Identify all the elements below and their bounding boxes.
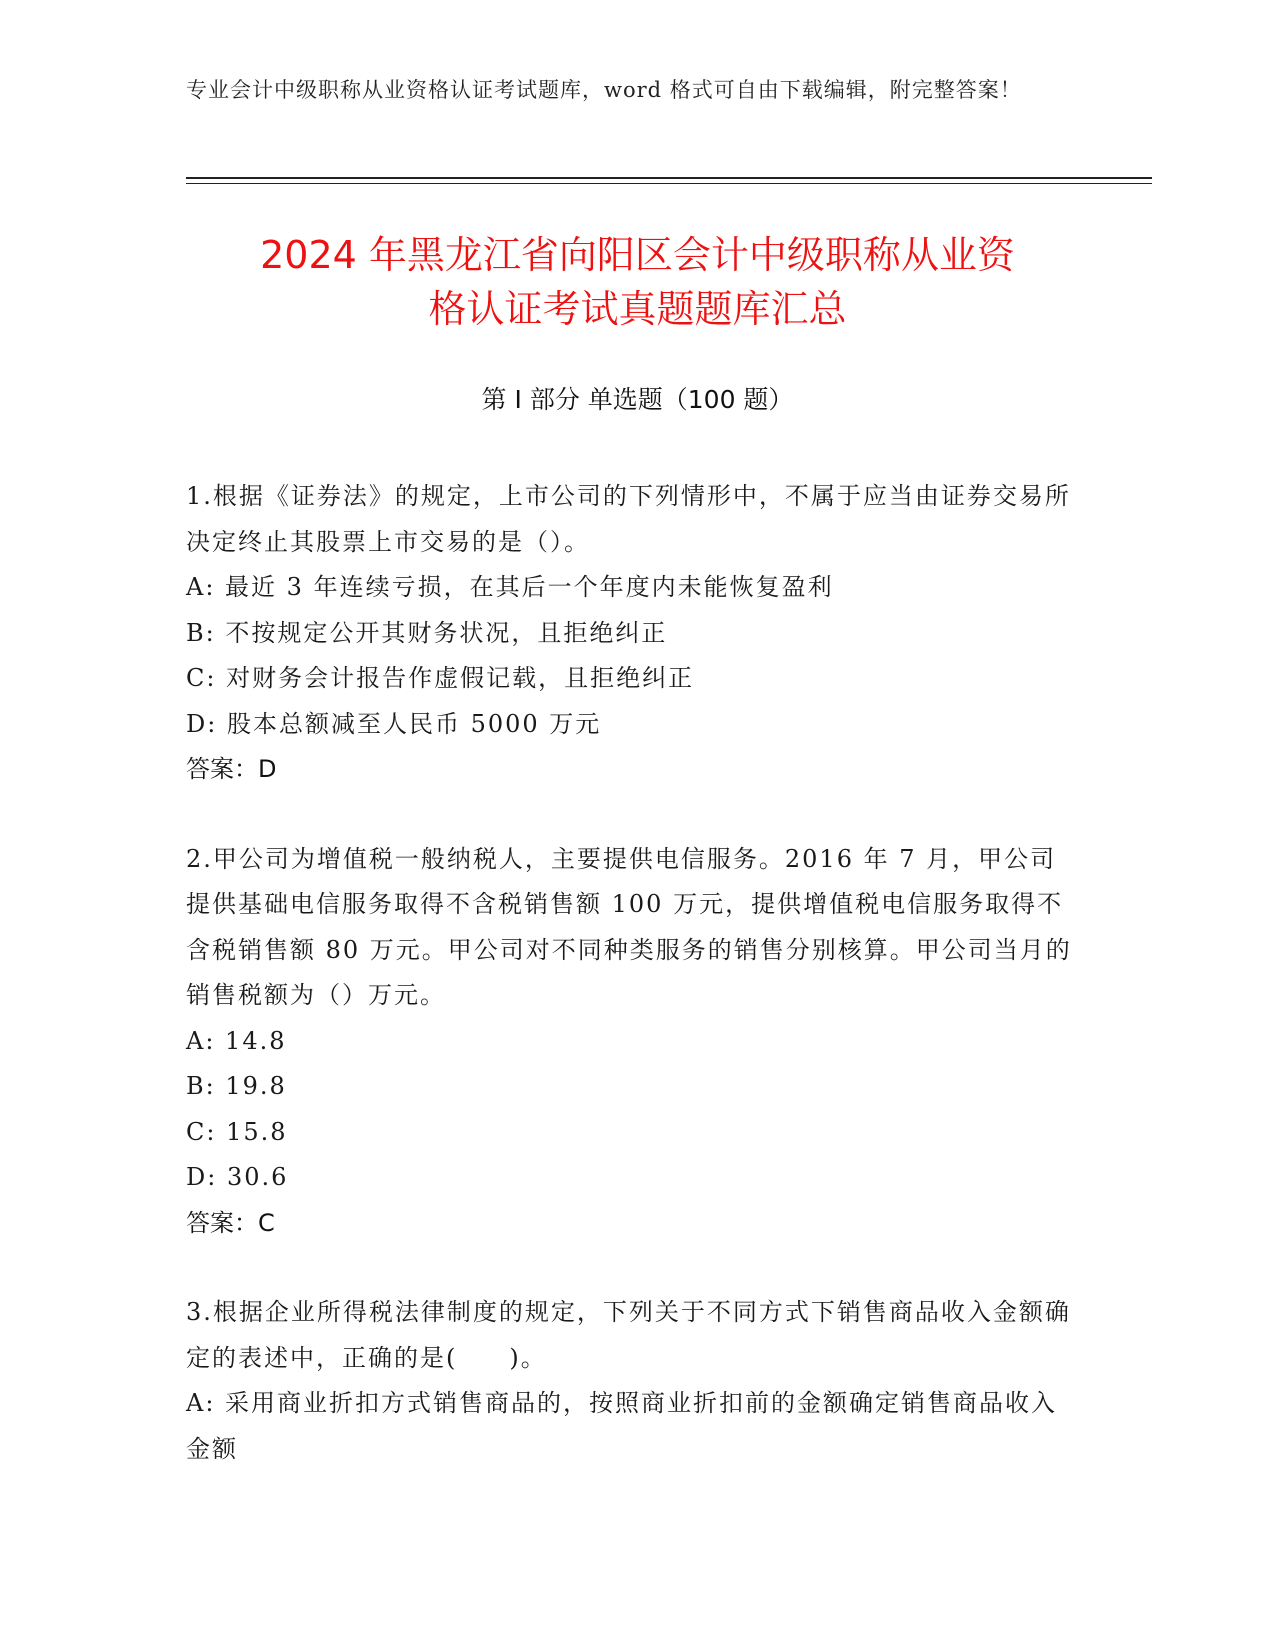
option-b: B: 19.8 <box>186 1072 287 1100</box>
document-title-line-1: 2024 年黑龙江省向阳区会计中级职称从业资 <box>260 233 1015 277</box>
option-a: A: 最近 3 年连续亏损，在其后一个年度内未能恢复盈利 <box>186 573 834 601</box>
option-d: D: 30.6 <box>186 1163 289 1191</box>
option-b: B: 不按规定公开其财务状况，且拒绝纠正 <box>186 618 668 647</box>
question-stem: 1.根据《证券法》的规定，上市公司的下列情形中，不属于应当由证券交易所决定终止其股票上市交易的是（）。 <box>186 482 1071 556</box>
question-stem: 3.根据企业所得税法律制度的规定，下列关于不同方式下销售商品收入金额确定的表述中，正确的是( )。 <box>186 1298 1071 1372</box>
question-2 <box>186 837 1081 1247</box>
question-list <box>186 474 1081 1516</box>
option-a: A: 采用商业折扣方式销售商品的，按照商业折扣前的金额确定销售商品收入金额 <box>186 1389 1058 1463</box>
question-3 <box>186 1290 1081 1472</box>
option-a: A: 14.8 <box>186 1026 287 1055</box>
option-c: C: 15.8 <box>186 1117 288 1146</box>
question-stem: 2.甲公司为增值税一般纳税人，主要提供电信服务。2016 年 7 月，甲公司提供基础电信服务取得不含税销售额 100 万元，提供增值税电信服务取得不含税销售额 80 万元。甲公司对不同种类服务的销售分别核算。甲公司当月的销售税额为（）万元。 <box>186 844 1072 1009</box>
question-1 <box>186 474 1081 793</box>
header-note: 专业会计中级职称从业资格认证考试题库，word 格式可自由下载编辑，附完整答案！ <box>186 78 1022 102</box>
header-divider-thick <box>186 177 1152 179</box>
header-divider-thin <box>186 183 1152 184</box>
answer-label: 答案：C <box>186 1208 275 1237</box>
document-title-line-2: 格认证考试真题题库汇总 <box>428 287 847 331</box>
option-d: D: 股本总额减至人民币 5000 万元 <box>186 709 602 738</box>
option-c: C: 对财务会计报告作虚假记载，且拒绝纠正 <box>186 664 695 692</box>
document-title <box>150 228 1125 336</box>
answer-label: 答案：D <box>186 755 277 783</box>
section-heading: 第 I 部分 单选题（100 题） <box>481 385 794 414</box>
